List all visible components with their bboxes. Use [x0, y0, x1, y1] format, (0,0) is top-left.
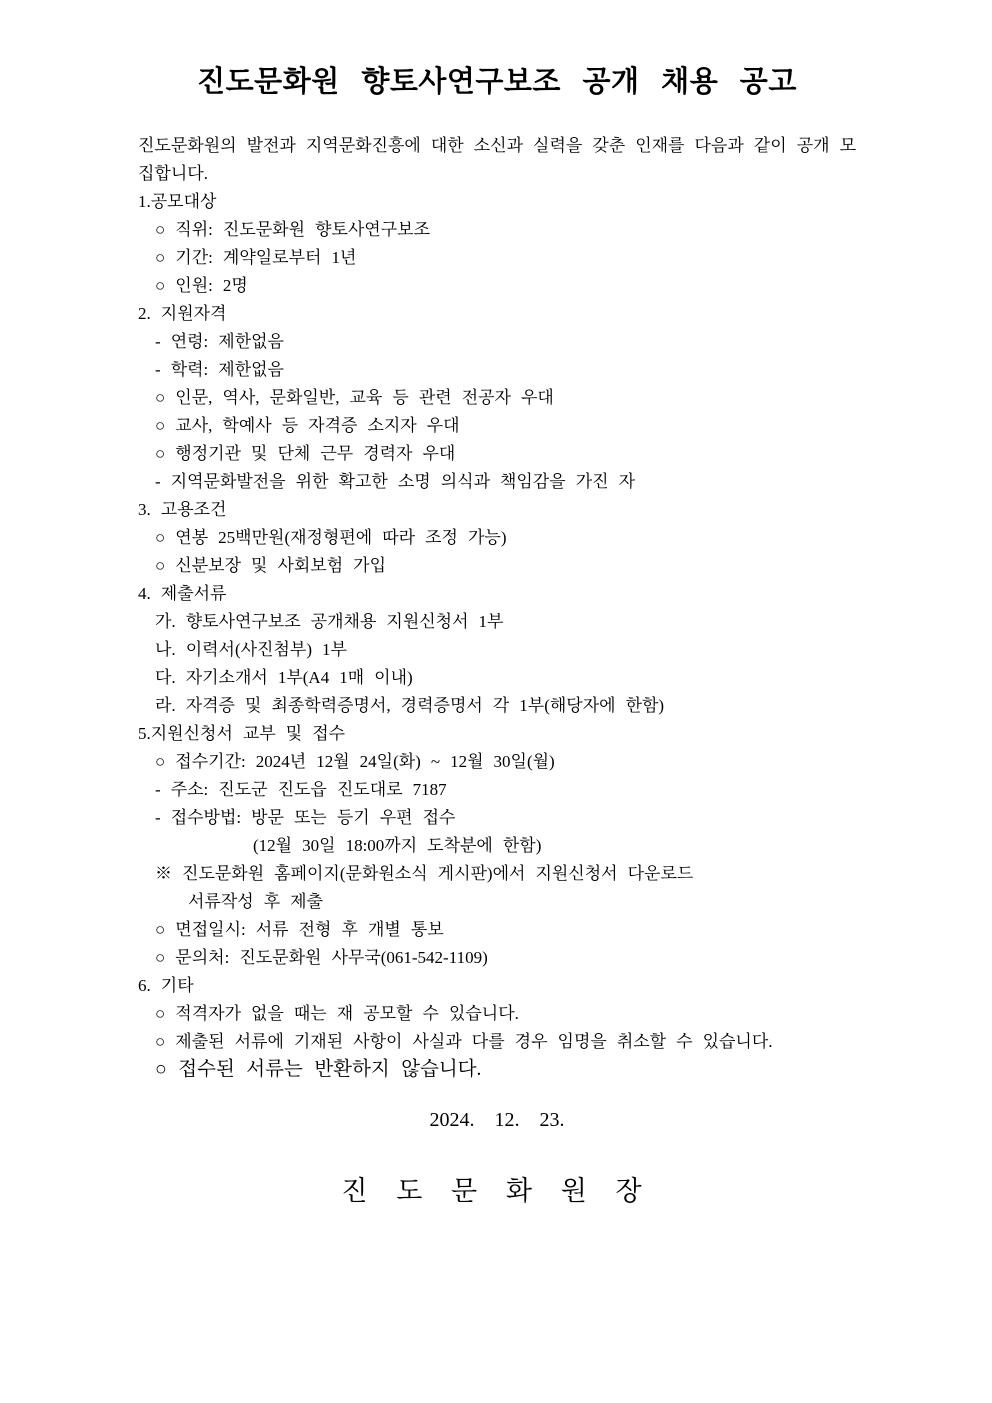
section-heading: 2. 지원자격 [138, 304, 227, 323]
document-line: 서류작성 후 제출 [188, 892, 324, 911]
document-line: 나. 이력서(사진첨부) 1부 [155, 640, 347, 659]
document-line: ○ 행정기관 및 단체 근무 경력자 우대 [155, 444, 456, 463]
document-line: ○ 연봉 25백만원(재정형편에 따라 조정 가능) [155, 528, 507, 547]
section-heading: 1.공모대상 [138, 192, 217, 211]
document-line: - 주소: 진도군 진도읍 진도대로 7187 [155, 780, 447, 799]
intro-paragraph: 진도문화원의 발전과 지역문화진흥에 대한 소신과 실력을 갖춘 인재를 다음과 같이 공개 모집합니다. [138, 136, 856, 183]
document-line: ○ 제출된 서류에 기재된 사항이 사실과 다를 경우 임명을 취소할 수 있습니다. [155, 1032, 773, 1051]
document-content [138, 62, 856, 1208]
document-line: ○ 면접일시: 서류 전형 후 개별 통보 [155, 920, 444, 939]
document-line: 라. 자격증 및 최종학력증명서, 경력증명서 각 1부(해당자에 한함) [155, 696, 665, 715]
document-line: ○ 직위: 진도문화원 향토사연구보조 [155, 220, 430, 239]
document-line: - 접수방법: 방문 또는 등기 우편 접수 [155, 808, 456, 827]
document-line: ○ 교사, 학예사 등 자격증 소지자 우대 [155, 416, 460, 435]
section-heading: 3. 고용조건 [138, 500, 227, 519]
section-heading: 5.지원신청서 교부 및 접수 [138, 724, 346, 743]
document-line: 다. 자기소개서 1부(A4 1매 이내) [155, 668, 413, 687]
document-line: - 지역문화발전을 위한 확고한 소명 의식과 책임감을 가진 자 [155, 472, 636, 491]
date-line: 2024. 12. 23. [429, 1109, 565, 1131]
document-line: ○ 신분보장 및 사회보험 가입 [155, 556, 387, 575]
section-heading: 4. 제출서류 [138, 584, 227, 603]
document-line: 가. 향토사연구보조 공개채용 지원신청서 1부 [155, 612, 504, 631]
document-line: ○ 문의처: 진도문화원 사무국(061-542-1109) [155, 948, 488, 967]
document-line: ○ 인문, 역사, 문화일반, 교육 등 관련 전공자 우대 [155, 388, 554, 407]
document-line: ○ 인원: 2명 [155, 276, 248, 295]
document-line: ○ 기간: 계약일로부터 1년 [155, 248, 357, 267]
document-line: ○ 접수기간: 2024년 12월 24일(화) ~ 12월 30일(월) [155, 752, 555, 771]
document-line: (12월 30일 18:00까지 도착분에 한함) [253, 836, 542, 855]
document-title: 진도문화원 향토사연구보조 공개 채용 공고 [197, 66, 797, 98]
document-line: ○ 적격자가 없을 때는 재 공모할 수 있습니다. [155, 1004, 519, 1023]
document-line: - 학력: 제한없음 [155, 360, 284, 379]
document-line: ○ 접수된 서류는 반환하지 않습니다. [155, 1059, 482, 1080]
section-heading: 6. 기타 [138, 976, 194, 995]
document-line: ※ 진도문화원 홈페이지(문화원소식 게시판)에서 지원신청서 다운로드 [155, 864, 694, 883]
document-line: - 연령: 제한없음 [155, 332, 284, 351]
signature-line: 진 도 문 화 원 장 [341, 1176, 653, 1206]
